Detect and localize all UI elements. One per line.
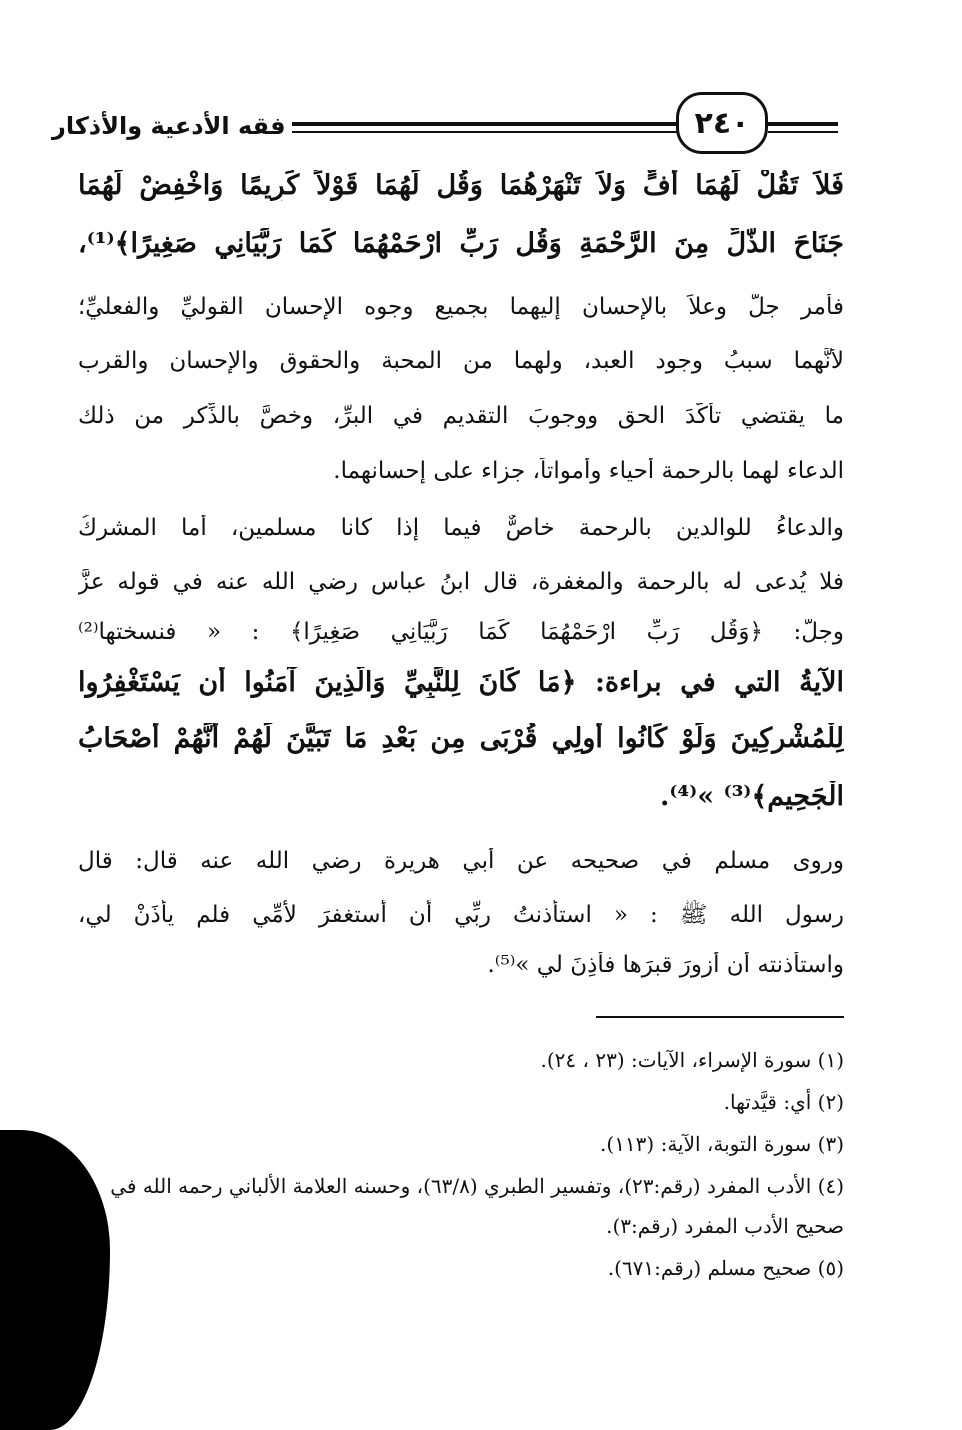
running-header-title: فقه الأدعية والأذكار bbox=[52, 112, 286, 140]
quran-line: الآيةُ التي في براءة: ﴿مَا كَانَ لِلنَّبِيِّ وَالَّذِينَ آمَنُوا أَن يَسْتَغْفِرُوا bbox=[78, 667, 844, 698]
text-line: وجلَّ: ﴿وَقُل رَبِّ ارْحَمْهُمَا كَمَا رَبَّيَانِي صَغِيرًا﴾ : « فنسختها⁽²⁾ bbox=[78, 619, 844, 645]
text-line: لأنَّهما سببُ وجود العبد، ولهما من المحبة والحقوق والإحسان والقرب bbox=[78, 348, 844, 374]
quran-line: جَنَاحَ الذُّلِّ مِنَ الرَّحْمَةِ وَقُل رَبِّ ارْحَمْهُمَا كَمَا رَبَّيَانِي صَغِيرًا﴾⁽¹⁾، bbox=[78, 228, 844, 259]
footnote-4-continued: صحيح الأدب المفرد (رقم:٣). bbox=[606, 1214, 844, 1238]
footnote-5: (٥) صحيح مسلم (رقم:٦٧١). bbox=[607, 1256, 844, 1280]
header-rule-right bbox=[768, 122, 838, 126]
text-line: فلا يُدعى له بالرحمة والمغفرة، قال ابنُ عباس رضي الله عنه في قوله عزَّ bbox=[78, 569, 844, 595]
quran-line: لِلْمُشْرِكِينَ وَلَوْ كَانُوا أُولِي قُرْبَى مِن بَعْدِ مَا تَبَيَّنَ لَهُمْ أَنَّهُمْ أَصْحَابُ bbox=[78, 723, 844, 754]
paragraph-3 bbox=[78, 848, 844, 998]
text-line: ما يقتضي تأكُّدَ الحق ووجوبَ التقديم في البرِّ، وخصَّ بالذِّكر من ذلك bbox=[78, 403, 844, 429]
footnote-separator bbox=[596, 1016, 844, 1018]
text-line: فأمر جلَّ وعلاَ بالإحسان إليهما بجميع وجوه الإحسان القوليِّ والفعليِّ؛ bbox=[78, 294, 844, 320]
text-line: وروى مسلم في صحيحه عن أبي هريرة رضي الله عنه قال: قال bbox=[78, 848, 844, 874]
text-line: والدعاءُ للوالدين بالرحمة خاصٌّ فيما إذا كانا مسلمين، أما المشركُ bbox=[78, 515, 844, 541]
header-rule-left bbox=[292, 122, 677, 126]
footnote-4: (٤) الأدب المفرد (رقم:٢٣)، وتفسير الطبري (٦٣/٨)، وحسنه العلامة الألباني رحمه الله في bbox=[110, 1174, 844, 1198]
footnote-2: (٢) أي: قيَّدتها. bbox=[723, 1090, 844, 1114]
footnote-3: (٣) سورة التوبة، الآية: (١١٣). bbox=[600, 1132, 844, 1156]
paragraph-1 bbox=[78, 170, 844, 500]
text-line: رسول الله ﷺ : « استأذنتُ ربِّي أن أستغفرَ لأُمِّي فلم يأذَنْ لي، bbox=[78, 902, 844, 928]
header-rule-right-thin bbox=[768, 131, 838, 133]
paragraph-2 bbox=[78, 515, 844, 835]
page-number: ٢٤٠ bbox=[676, 92, 768, 154]
quran-line: الْجَحِيمِ﴾⁽³⁾ »⁽⁴⁾. bbox=[659, 781, 844, 812]
footnote-1: (١) سورة الإسراء، الآيات: (٢٣ ، ٢٤). bbox=[540, 1048, 844, 1072]
text-line: واستأذنته أن أزورَ قبرَها فأذِنَ لي »⁽⁵⁾. bbox=[487, 952, 844, 978]
header-rule-left-thin bbox=[292, 131, 677, 133]
text-line: الدعاء لهما بالرحمة أحياء وأمواتاً، جزاء على إحسانهما. bbox=[333, 458, 844, 484]
quran-line: فَلاَ تَقُلْ لَهُمَا أُفٍّ وَلاَ تَنْهَرْهُمَا وَقُل لَهُمَا قَوْلاً كَرِيمًا وَاخْفِضْ لَهُمَا bbox=[78, 170, 844, 201]
